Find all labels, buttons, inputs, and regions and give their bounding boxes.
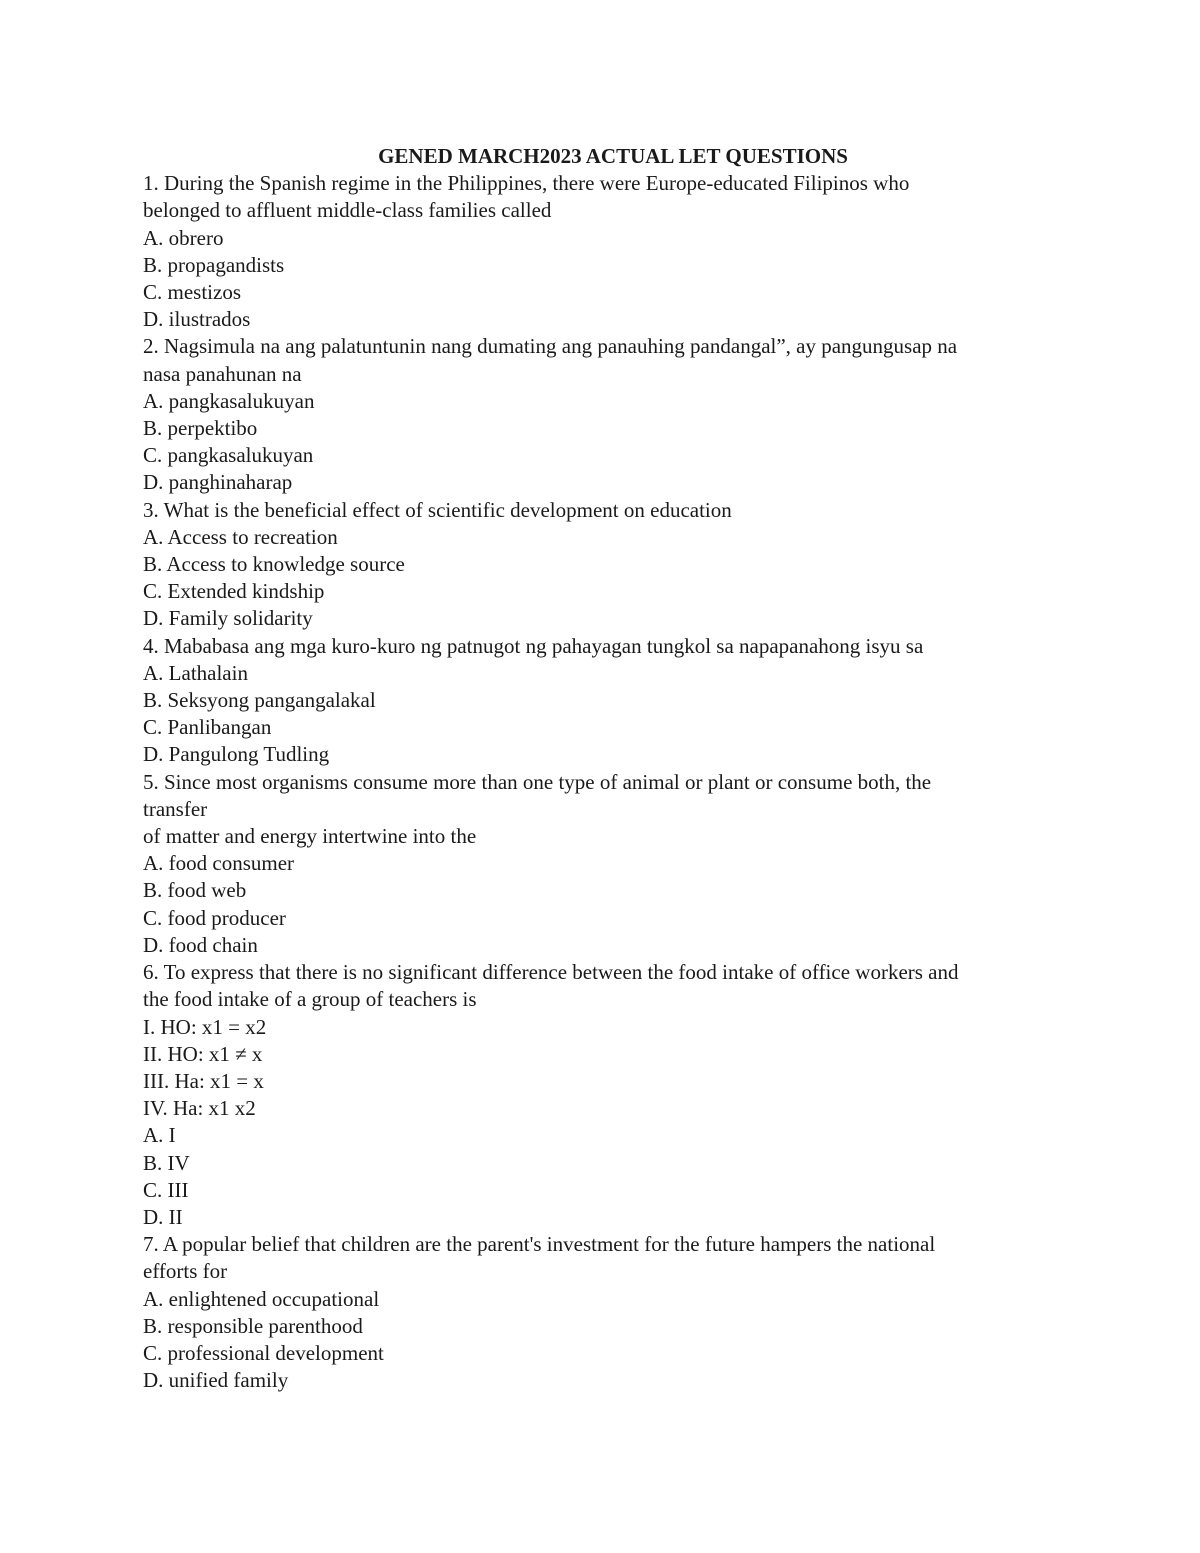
- answer-option: B. perpektibo: [143, 416, 258, 441]
- answer-option: C. III: [143, 1177, 189, 1202]
- answer-option: A. pangkasalukuyan: [143, 388, 315, 413]
- answer-option: A. Lathalain: [143, 660, 248, 685]
- answer-option: D. II: [143, 1204, 183, 1229]
- answer-option: D. food chain: [143, 932, 258, 957]
- question-text-line: transfer: [143, 796, 208, 821]
- question-text-line: of matter and energy intertwine into the: [143, 824, 477, 849]
- answer-option: B. Access to knowledge source: [143, 552, 405, 577]
- answer-option: A. enlightened occupational: [143, 1286, 380, 1311]
- answer-option: B. propagandists: [143, 252, 285, 277]
- question-text-line: II. HO: x1 ≠ x: [143, 1041, 263, 1066]
- question-item: [143, 769, 1083, 959]
- question-text-line: efforts for: [143, 1259, 228, 1284]
- answer-option: C. pangkasalukuyan: [143, 443, 314, 468]
- answer-option: D. ilustrados: [143, 307, 251, 332]
- document-title: GENED MARCH2023 ACTUAL LET QUESTIONS: [378, 144, 848, 168]
- answer-option: A. I: [143, 1123, 176, 1148]
- question-item: [143, 959, 1083, 1231]
- answer-option: A. Access to recreation: [143, 524, 338, 549]
- question-list: [143, 170, 1083, 1394]
- answer-option: A. obrero: [143, 225, 224, 250]
- question-text-line: 4. Mababasa ang mga kuro-kuro ng patnugot ng pahayagan tungkol sa napapanahong isyu sa: [143, 633, 924, 658]
- question-text-line: IV. Ha: x1 x2: [143, 1096, 256, 1121]
- answer-option: A. food consumer: [143, 851, 295, 876]
- answer-option: B. food web: [143, 878, 247, 903]
- question-text-line: I. HO: x1 = x2: [143, 1014, 267, 1039]
- question-text-line: 5. Since most organisms consume more than one type of animal or plant or consume both, the: [143, 769, 932, 794]
- question-text-line: III. Ha: x1 = x: [143, 1068, 264, 1093]
- question-text-line: nasa panahunan na: [143, 361, 302, 386]
- answer-option: B. IV: [143, 1150, 190, 1175]
- question-item: [143, 497, 1083, 633]
- answer-option: B. Seksyong pangangalakal: [143, 688, 376, 713]
- question-text-line: the food intake of a group of teachers is: [143, 987, 477, 1012]
- answer-option: D. Pangulong Tudling: [143, 742, 330, 767]
- question-text-line: 1. During the Spanish regime in the Philippines, there were Europe-educated Filipinos who: [143, 171, 910, 196]
- answer-option: C. Panlibangan: [143, 715, 272, 740]
- question-text-line: 2. Nagsimula na ang palatuntunin nang dumating ang panauhing pandangal”, ay pangungusap na: [143, 334, 958, 359]
- question-text-line: belonged to affluent middle-class families called: [143, 198, 552, 223]
- question-text-line: 7. A popular belief that children are the parent's investment for the future hampers the national: [143, 1232, 936, 1257]
- question-text-line: 3. What is the beneficial effect of scientific development on education: [143, 497, 732, 522]
- question-item: [143, 170, 1083, 333]
- question-item: [143, 1231, 1083, 1394]
- answer-option: B. responsible parenthood: [143, 1313, 363, 1338]
- question-text-line: 6. To express that there is no significant difference between the food intake of office workers and: [143, 960, 959, 985]
- answer-option: D. Family solidarity: [143, 606, 313, 631]
- question-item: [143, 633, 1083, 769]
- answer-option: D. unified family: [143, 1368, 289, 1393]
- document-content: [143, 143, 1083, 1394]
- answer-option: C. professional development: [143, 1340, 384, 1365]
- answer-option: C. mestizos: [143, 280, 241, 305]
- answer-option: C. food producer: [143, 905, 286, 930]
- answer-option: D. panghinaharap: [143, 470, 293, 495]
- question-item: [143, 333, 1083, 496]
- answer-option: C. Extended kindship: [143, 579, 325, 604]
